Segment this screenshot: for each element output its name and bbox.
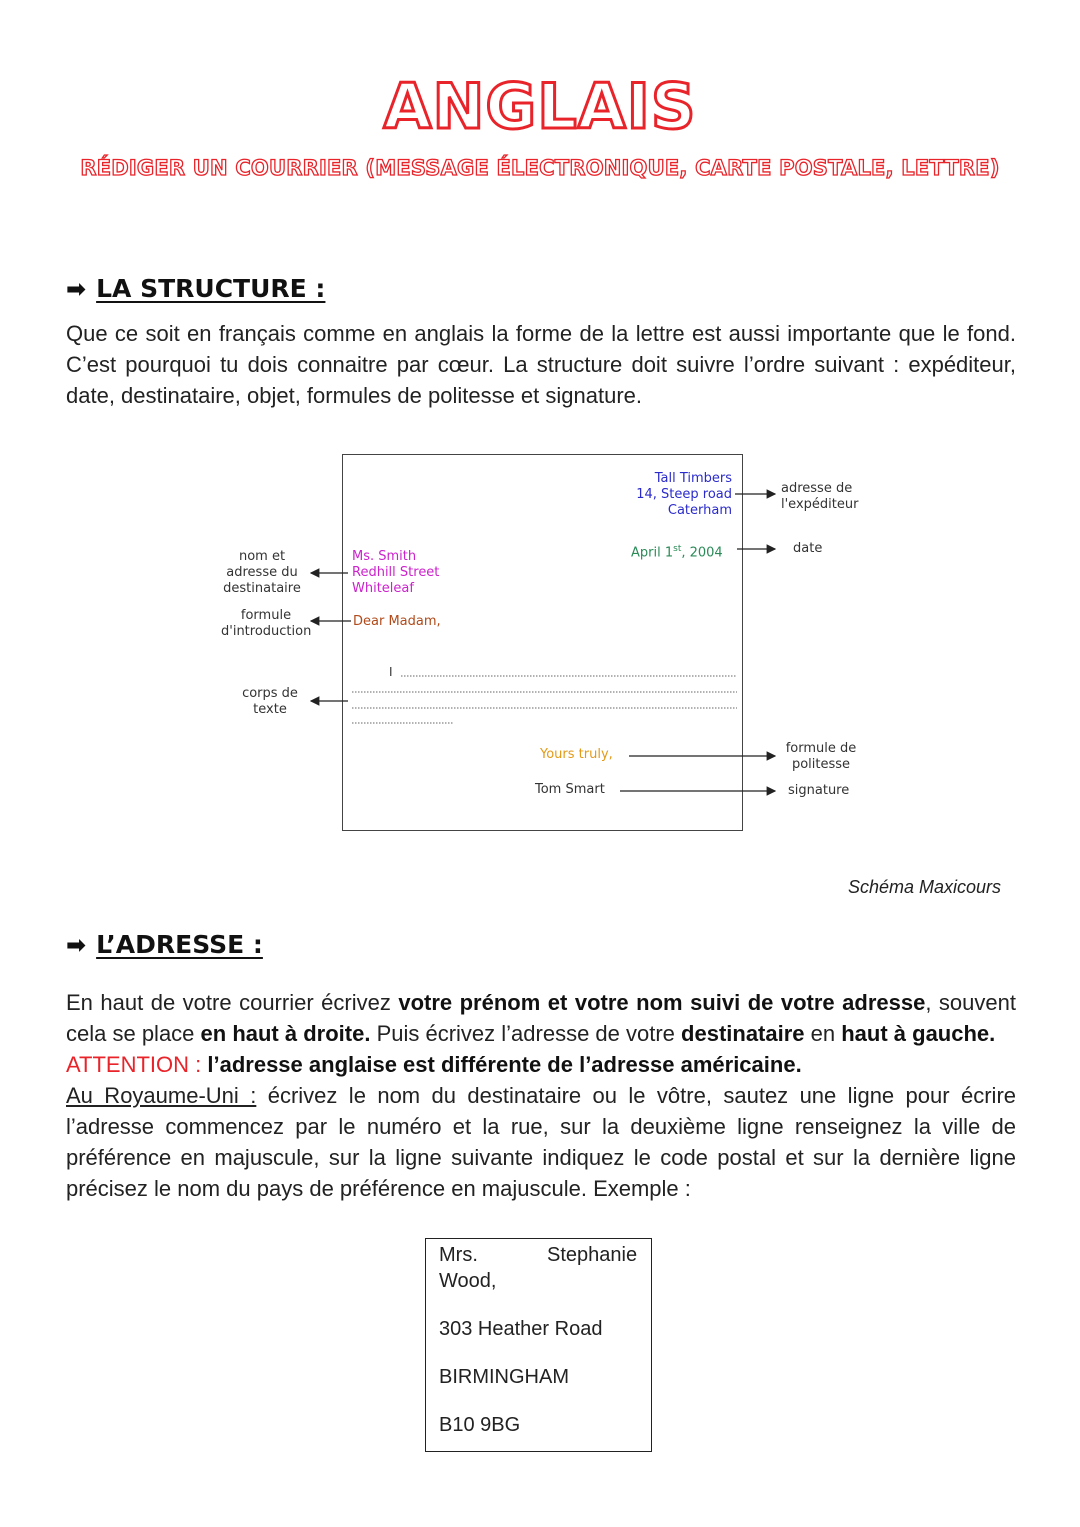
address-city: BIRMINGHAM [439,1366,569,1388]
label-intro [221,608,311,640]
address-postcode: B10 9BG [439,1414,521,1436]
address-line-2: Wood, [439,1270,497,1292]
recipient-line: Ms. Smith [352,549,417,564]
label-date: date [793,541,823,556]
label-line: politesse [791,757,851,772]
text-run: en [804,1021,842,1046]
right-arrow-icon: ➡ [66,931,87,959]
date-text: April 1 [631,545,674,561]
uk-text: écrivez le nom du destinataire ou le vôtre, sautez une ligne pour écrire l’adresse commencez par le numéro et la rue, sur la deuxième ligne renseignez la ville de préférence en majuscule, sur la ligne suivante indiquez le code postal et sur la dernière ligne précisez le nom du pays de préférence en majuscule. Exemple : [66,1083,1017,1201]
recipient-address [352,549,439,597]
text-run: En haut de votre courrier écrivez [66,990,399,1015]
address-paragraph [66,987,1016,1204]
body-start: I [389,665,393,679]
bold-run: destinataire [681,1021,805,1046]
recipient-line: Whiteleaf [352,581,414,596]
signature: Tom Smart [535,782,605,797]
label-line: texte [253,702,287,717]
address-street: 303 Heather Road [439,1318,603,1340]
page-subtitle: RÉDIGER UN COURRIER (MESSAGE ÉLECTRONIQUE, CARTE POSTALE, LETTRE) [80,156,1000,180]
section-heading-label: LA STRUCTURE : [96,274,326,303]
label-line: formule de [785,741,857,756]
label-line: l'expéditeur [781,497,859,512]
bold-run: en haut à droite. [200,1021,371,1046]
diagram-arrows [215,450,875,835]
label-line: destinataire [223,581,301,596]
closing: Yours truly, [540,747,613,762]
date-year: , 2004 [681,545,723,561]
section-heading-structure [66,274,325,303]
attention-text: l’adresse anglaise est différente de l’adresse américaine. [207,1052,802,1077]
address-line-1b: Stephanie [547,1244,638,1266]
label-line: d'introduction [221,624,312,639]
text-run: Puis écrivez l’adresse de votre [370,1021,682,1046]
label-body [230,686,310,718]
text-run: , souvent cela se place [66,990,1016,1046]
sender-line: 14, Steep road [636,487,732,502]
letter-structure-diagram [215,450,875,835]
bold-run: haut à gauche. [841,1021,996,1046]
structure-paragraph: Que ce soit en français comme en anglais la forme de la lettre est aussi importante que le fond. C’est pourquoi tu dois connaitre par cœur. La structure doit suivre l’ordre suivant : expéditeur, date, destinataire, objet, formules de politesse et signature. [66,321,1016,408]
uk-label: Au Royaume-Uni : [66,1083,257,1108]
diagram-credit: Schéma Maxicours [848,877,1002,897]
label-closing [783,741,859,773]
sender-line: Tall Timbers [654,471,732,486]
right-arrow-icon: ➡ [66,275,87,303]
date-sup: st [673,544,682,554]
sender-address [631,471,732,519]
letter-date [631,541,723,561]
label-recipient [215,549,309,597]
label-line: nom et [238,549,286,564]
label-line: formule [240,608,292,623]
section-heading-label: L’ADRESSE : [96,930,263,959]
label-line: corps de [242,686,298,701]
label-signature: signature [788,783,850,798]
page-title: ANGLAIS [383,70,697,143]
label-line: adresse de [781,481,853,496]
address-line-1a: Mrs. [439,1244,478,1266]
salutation: Dear Madam, [353,614,441,629]
section-heading-address [66,930,263,959]
recipient-line: Redhill Street [352,565,440,580]
bold-run: votre prénom et votre nom suivi de votre adresse [398,990,926,1015]
label-sender [781,481,858,513]
example-address-box [425,1238,652,1452]
label-line: adresse du [226,565,298,580]
sender-line: Caterham [667,503,732,518]
attention-label: ATTENTION : [66,1052,208,1077]
